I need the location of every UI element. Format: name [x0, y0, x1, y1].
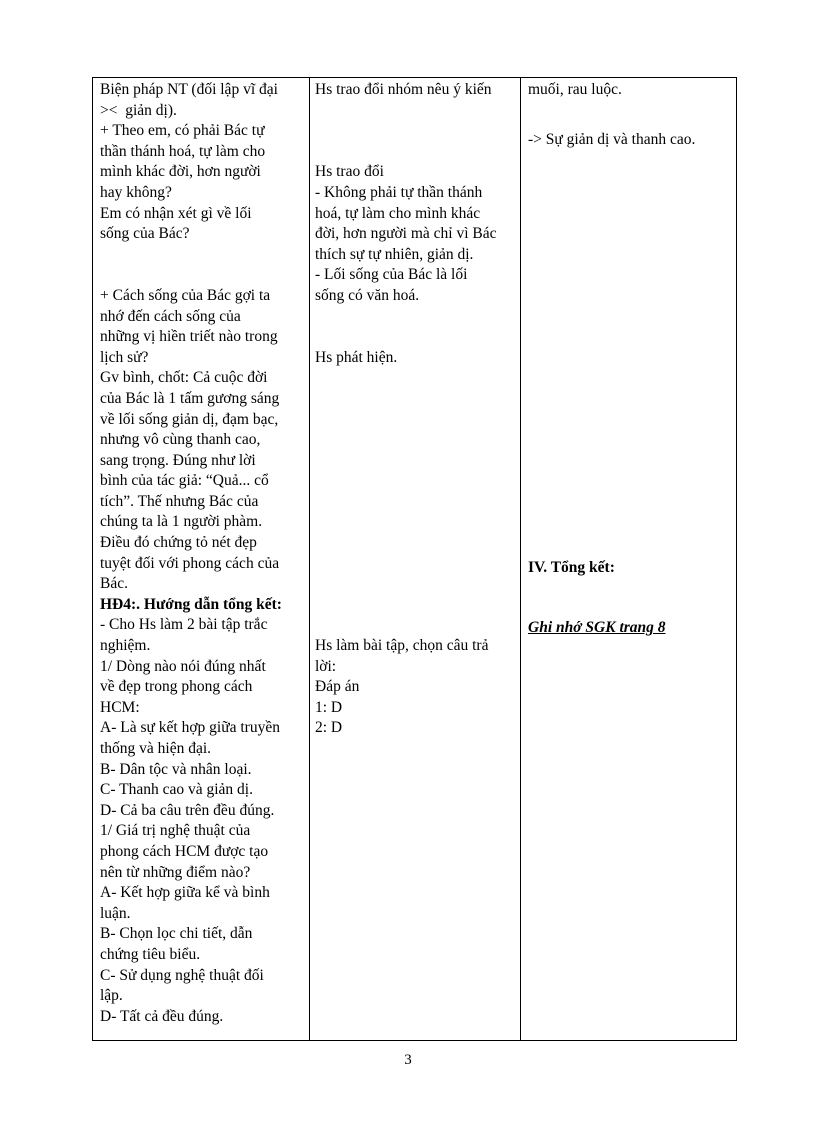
text-line: D- Cả ba câu trên đều đúng.: [100, 801, 275, 819]
blank-line: [315, 554, 514, 575]
text-line: C- Thanh cao và giản dị.: [100, 781, 253, 799]
text-line: B- Dân tộc và nhân loại.: [100, 760, 252, 778]
blank-line: [528, 480, 731, 501]
text-line: Em có nhận xét gì về lối: [100, 204, 252, 222]
blank-line: [315, 451, 514, 472]
blank-line: [315, 615, 514, 636]
summary-heading: IV. Tổng kết:: [528, 558, 615, 576]
blank-line: [315, 410, 514, 431]
teacher-activity-column: [93, 78, 309, 1040]
text-line: D- Tất cả đều đúng.: [100, 1007, 224, 1025]
text-line: A- Là sự kết hợp giữa truyền: [100, 719, 280, 737]
blank-line: [315, 533, 514, 554]
blank-line: [528, 151, 731, 172]
text-line: muối, rau luộc.: [528, 81, 622, 98]
blank-line: [528, 460, 731, 481]
text-line: Hs trao đổi nhóm nêu ý kiến: [315, 81, 492, 98]
blank-line: [528, 233, 731, 254]
blank-line: [315, 430, 514, 451]
text-line: >< giản dị).: [100, 101, 177, 119]
text-line: HCM:: [100, 698, 140, 716]
text-line: luận.: [100, 904, 131, 922]
blank-line: [315, 512, 514, 533]
page-number: 3: [404, 1052, 412, 1068]
text-line: B- Chọn lọc chi tiết, dẫn: [100, 925, 253, 943]
text-line: thống và hiện đại.: [100, 740, 212, 757]
text-line: nên từ những điểm nào?: [100, 863, 251, 881]
blank-line: [315, 327, 514, 348]
text-line: những vị hiền triết nào trong: [100, 328, 278, 346]
text-line: lịch sử?: [100, 348, 149, 366]
blank-line: [528, 336, 731, 357]
text-line: 2: D: [315, 719, 343, 737]
blank-line: [528, 377, 731, 398]
blank-line: [528, 501, 731, 522]
text-line: về đẹp trong phong cách: [100, 678, 253, 696]
text-line: thích sự tự nhiên, giản dị.: [315, 245, 474, 263]
blank-line: [315, 492, 514, 513]
blank-line: [528, 439, 731, 460]
blank-line: [528, 192, 731, 213]
text-line: nhưng vô cùng thanh cao,: [100, 431, 261, 449]
blank-line: [315, 595, 514, 616]
text-line: sống có văn hoá.: [315, 286, 420, 304]
blank-line: [528, 274, 731, 295]
blank-line: [528, 578, 731, 599]
text-line: - Lối sống của Bác là lối: [315, 266, 468, 284]
text-line: chứng tiêu biểu.: [100, 945, 201, 963]
blank-line: [528, 316, 731, 337]
blank-line: [315, 142, 514, 163]
blank-line: [315, 121, 514, 142]
text-line: + Theo em, có phải Bác tự: [100, 122, 265, 140]
text-line: Bác.: [100, 575, 128, 593]
text-line: - Cho Hs làm 2 bài tập trắc: [100, 616, 268, 634]
text-line: -> Sự giản dị và thanh cao.: [528, 131, 696, 149]
blank-line: [528, 254, 731, 275]
hd4-heading: HĐ4:. Hướng dẫn tổng kết:: [100, 595, 282, 613]
text-line: A- Kết hợp giữa kể và bình: [100, 884, 270, 902]
text-line: hay không?: [100, 183, 172, 201]
blank-line: [528, 419, 731, 440]
text-line: phong cách HCM được tạo: [100, 842, 269, 860]
blank-line: [528, 171, 731, 192]
blank-line: [315, 574, 514, 595]
text-line: hoá, tự làm cho mình khác: [315, 204, 481, 222]
text-line: C- Sử dụng nghệ thuật đối: [100, 966, 264, 984]
text-line: Hs trao đổi: [315, 163, 384, 181]
text-line: sống của Bác?: [100, 225, 190, 243]
blank-line: [100, 265, 302, 286]
text-line: tuyệt đối với phong cách của: [100, 554, 280, 572]
text-line: thần thánh hoá, tự làm cho: [100, 142, 266, 160]
text-line: 1/ Dòng nào nói đúng nhất: [100, 657, 266, 675]
text-line: Điều đó chứng tỏ nét đẹp: [100, 534, 257, 552]
content-column: [521, 78, 737, 1040]
text-line: mình khác đời, hơn người: [100, 163, 261, 181]
blank-line: [528, 295, 731, 316]
blank-line: [528, 599, 731, 620]
text-line: nhớ đến cách sống của: [100, 307, 241, 325]
text-line: lập.: [100, 987, 123, 1005]
text-line: - Không phải tự thần thánh: [315, 183, 483, 201]
student-activity-column: [310, 78, 520, 1040]
text-line: bình của tác giả: “Quả... cổ: [100, 472, 269, 490]
text-line: nghiệm.: [100, 637, 151, 655]
blank-line: [528, 213, 731, 234]
text-line: sang trọng. Đúng như lời: [100, 451, 256, 469]
blank-line: [315, 307, 514, 328]
text-line: + Cách sống của Bác gợi ta: [100, 286, 271, 304]
text-line: Biện pháp NT (đối lập vĩ đại: [100, 81, 278, 98]
text-line: Hs phát hiện.: [315, 348, 398, 366]
text-line: đời, hơn người mà chỉ vì Bác: [315, 225, 497, 243]
blank-line: [315, 101, 514, 122]
text-line: của Bác là 1 tấm gương sáng: [100, 389, 280, 407]
textbook-note: Ghi nhớ SGK trang 8: [528, 619, 666, 637]
blank-line: [528, 521, 731, 542]
text-line: lời:: [315, 657, 337, 675]
blank-line: [315, 389, 514, 410]
text-line: tích”. Thế nhưng Bác của: [100, 492, 259, 510]
text-line: 1: D: [315, 698, 343, 716]
blank-line: [315, 471, 514, 492]
blank-line: [528, 398, 731, 419]
blank-line: [100, 245, 302, 266]
blank-line: [528, 357, 731, 378]
text-line: về lối sống giản dị, đạm bạc,: [100, 410, 279, 428]
text-line: chúng ta là 1 người phàm.: [100, 513, 263, 531]
text-line: Hs làm bài tập, chọn câu trả: [315, 637, 489, 655]
blank-line: [315, 368, 514, 389]
text-line: Gv bình, chốt: Cả cuộc đời: [100, 369, 268, 387]
text-line: Đáp án: [315, 678, 360, 696]
text-line: 1/ Giá trị nghệ thuật của: [100, 822, 251, 840]
blank-line: [528, 101, 731, 122]
lesson-table: [92, 77, 737, 1041]
